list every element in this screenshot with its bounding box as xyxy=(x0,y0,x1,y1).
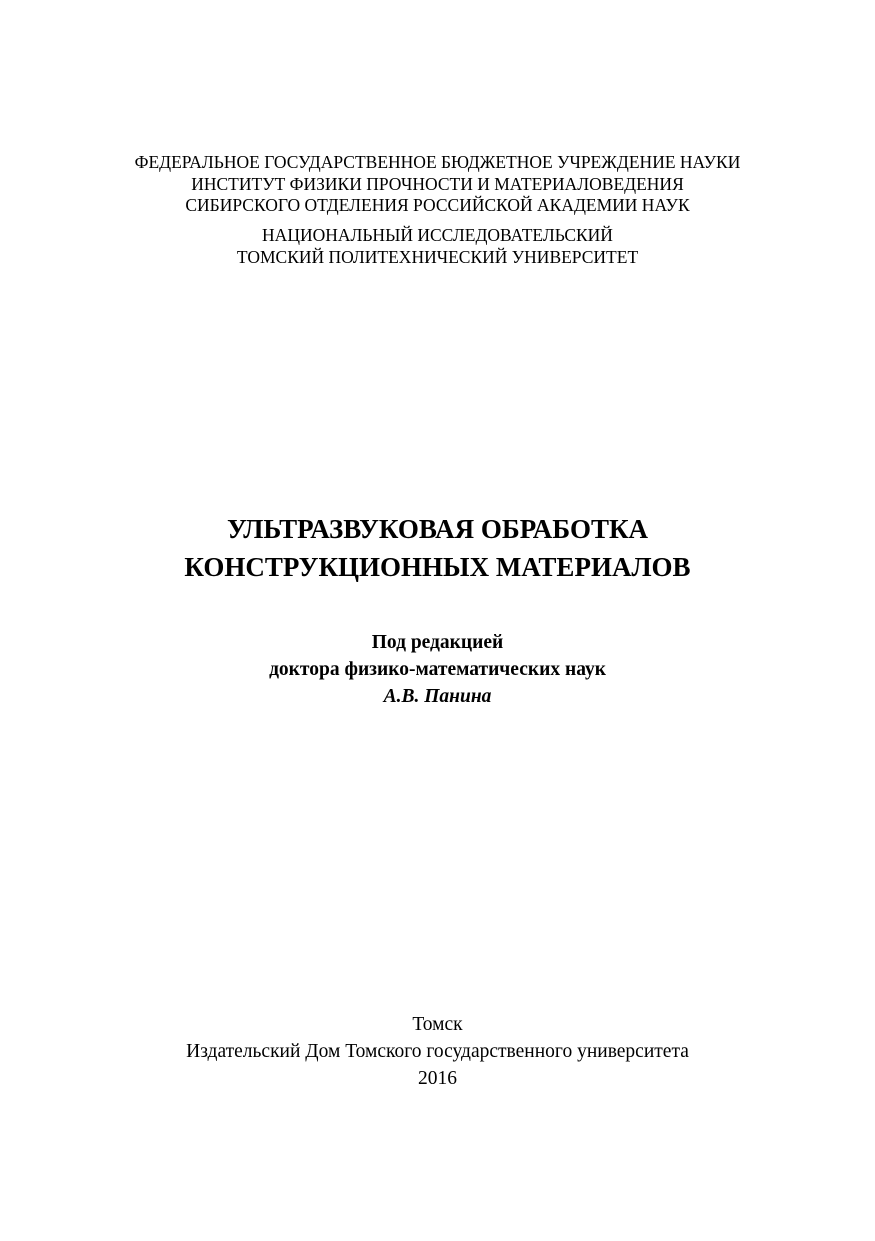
institute-line-3: СИБИРСКОГО ОТДЕЛЕНИЯ РОССИЙСКОЙ АКАДЕМИИ НАУК xyxy=(185,195,690,215)
editor-line-2: доктора физико-математических наук xyxy=(269,659,606,680)
editor-line-1: Под редакцией xyxy=(371,632,504,653)
imprint-year: 2016 xyxy=(418,1068,457,1089)
book-title xyxy=(0,510,875,586)
imprint xyxy=(0,1011,875,1092)
imprint-city: Томск xyxy=(412,1014,463,1035)
book-title-line-2: КОНСТРУКЦИОННЫХ МАТЕРИАЛОВ xyxy=(184,552,691,582)
book-title-line-1: УЛЬТРАЗВУКОВАЯ ОБРАБОТКА xyxy=(226,514,649,544)
editor-block xyxy=(0,629,875,710)
university-line-2: ТОМСКИЙ ПОЛИТЕХНИЧЕСКИЙ УНИВЕРСИТЕТ xyxy=(236,246,639,267)
editor-name: А.В. Панина xyxy=(383,686,492,707)
university-header xyxy=(0,225,875,268)
imprint-publisher: Издательский Дом Томского государственного университета xyxy=(186,1041,689,1062)
institute-line-1: ФЕДЕРАЛЬНОЕ ГОСУДАРСТВЕННОЕ БЮДЖЕТНОЕ УЧРЕЖДЕНИЕ НАУКИ xyxy=(134,152,741,172)
institute-line-2: ИНСТИТУТ ФИЗИКИ ПРОЧНОСТИ И МАТЕРИАЛОВЕДЕНИЯ xyxy=(191,173,684,194)
university-line-1: НАЦИОНАЛЬНЫЙ ИССЛЕДОВАТЕЛЬСКИЙ xyxy=(262,225,613,245)
institute-header xyxy=(0,152,875,217)
